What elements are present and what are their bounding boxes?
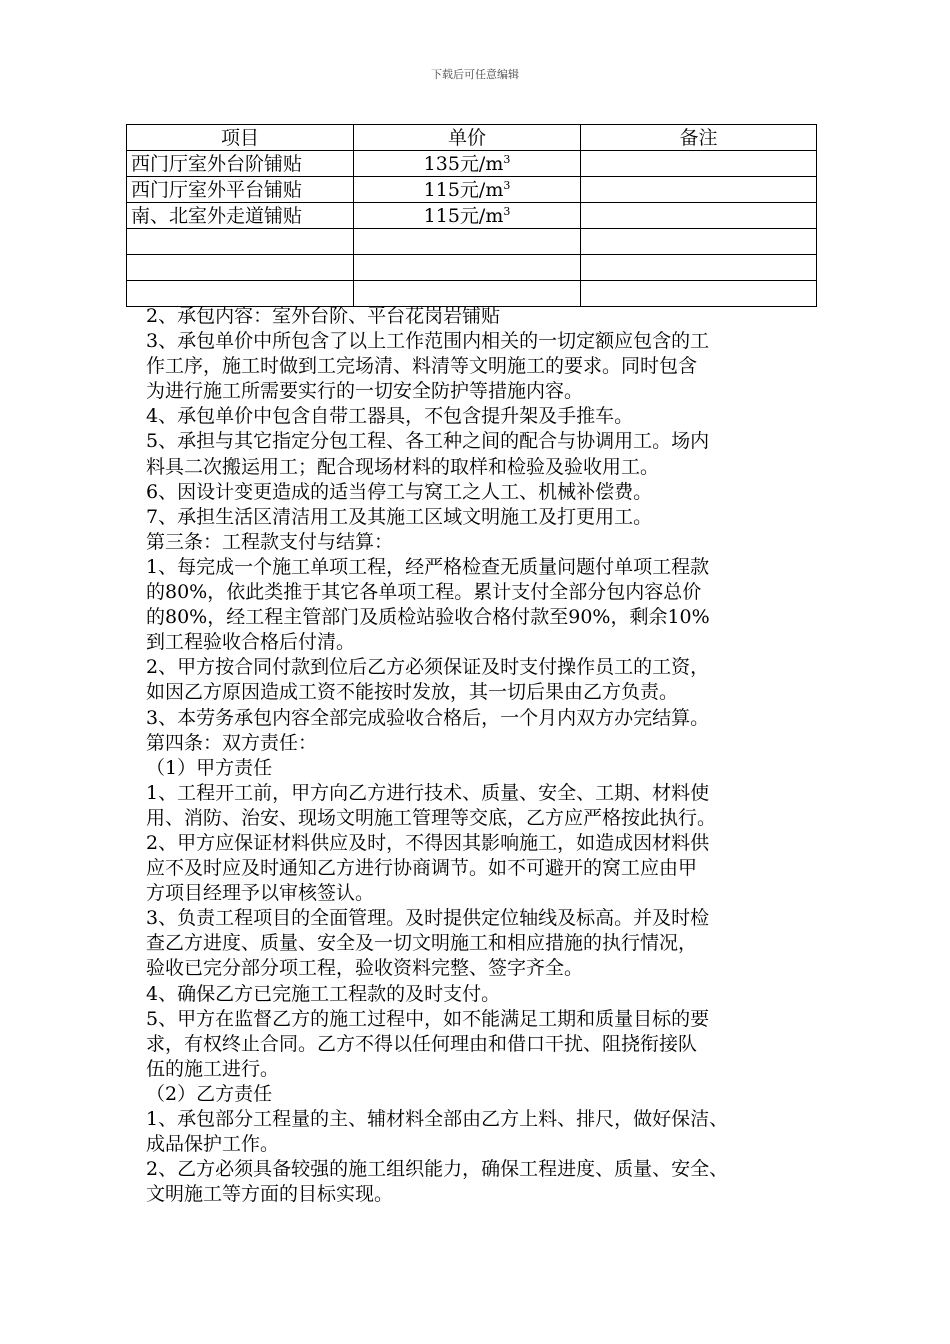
item-text: 西门厅室外台阶铺贴 bbox=[131, 152, 303, 175]
text-line: 方项目经理予以审核签认。 bbox=[146, 882, 375, 905]
item-text: 西门厅室外平台铺贴 bbox=[131, 178, 303, 201]
table-cell-note bbox=[581, 255, 817, 281]
text-line: 验收已完分部分项工程，验收资料完整、签字齐全。 bbox=[146, 957, 584, 980]
table-cell-price bbox=[354, 151, 581, 177]
table-header-price: 单价 bbox=[354, 125, 581, 151]
table-cell-price bbox=[354, 255, 581, 281]
text-line: 作工序，施工时做到工完场清、料清等文明施工的要求。同时包含 bbox=[146, 355, 698, 378]
table-header-note: 备注 bbox=[581, 125, 817, 151]
unit-exponent: 3 bbox=[503, 204, 511, 218]
table-row bbox=[127, 151, 817, 177]
text-line: 求，有权终止合同。乙方不得以任何理由和借口干扰、阻挠衔接队 bbox=[146, 1032, 698, 1055]
table-cell-note bbox=[581, 203, 817, 229]
table-cell-note bbox=[581, 281, 817, 307]
text-line: 2、乙方必须具备较强的施工组织能力，确保工程进度、质量、安全、 bbox=[146, 1158, 729, 1181]
table-row bbox=[127, 203, 817, 229]
text-line: 1、承包部分工程量的主、辅材料全部由乙方上料、排尺，做好保洁、 bbox=[146, 1108, 729, 1130]
text-line: 如因乙方原因造成工资不能按时发放，其一切后果由乙方负责。 bbox=[146, 681, 679, 704]
table-cell-note bbox=[581, 151, 817, 177]
text-line: 第三条：工程款支付与结算： bbox=[146, 530, 394, 553]
table-cell-item bbox=[127, 229, 354, 255]
text-line: 3、负责工程项目的全面管理。及时提供定位轴线及标高。并及时检 bbox=[146, 907, 710, 930]
text-line: 的80%，依此类推于其它各单项工程。累计支付全部分包内容总价 bbox=[146, 581, 702, 604]
text-line: 成品保护工作。 bbox=[146, 1133, 280, 1156]
text-line: 2、承包内容：室外台阶、平台花岗岩铺贴 bbox=[146, 305, 501, 327]
table-cell-item bbox=[127, 281, 354, 307]
text-line: 用、消防、治安、现场文明施工管理等交底，乙方应严格按此执行。 bbox=[146, 806, 717, 829]
table-cell-price bbox=[354, 229, 581, 255]
text-line: 文明施工等方面的目标实现。 bbox=[146, 1183, 394, 1206]
text-line: 3、本劳务承包内容全部完成验收合格后，一个月内双方办完结算。 bbox=[146, 706, 710, 729]
text-line: 料具二次搬运用工；配合现场材料的取样和检验及验收用工。 bbox=[146, 455, 660, 478]
text-line: 4、承包单价中包含自带工器具，不包含提升架及手推车。 bbox=[146, 405, 634, 428]
table-row bbox=[127, 229, 817, 255]
table-cell-note bbox=[581, 177, 817, 203]
text-line: 4、确保乙方已完施工工程款的及时支付。 bbox=[146, 982, 501, 1005]
text-line: 5、承担与其它指定分包工程、各工种之间的配合与协调用工。场内 bbox=[146, 430, 710, 453]
text-line: 2、甲方按合同付款到位后乙方必须保证及时支付操作员工的工资， bbox=[146, 656, 710, 679]
table-cell-price bbox=[354, 281, 581, 307]
unit-price-table bbox=[126, 124, 817, 307]
table-row bbox=[127, 281, 817, 307]
text-line: 5、甲方在监督乙方的施工过程中，如不能满足工期和质量目标的要 bbox=[146, 1007, 710, 1030]
item-text: 南、北室外走道铺贴 bbox=[131, 204, 303, 227]
text-line: 的80%，经工程主管部门及质检站验收合格付款至90%，剩余10% bbox=[146, 606, 710, 629]
table-cell-item bbox=[127, 151, 354, 177]
page-header-note: 下载后可任意编辑 bbox=[431, 68, 519, 81]
table-row bbox=[127, 255, 817, 281]
text-line: （1）甲方责任 bbox=[146, 756, 273, 779]
table-body bbox=[127, 151, 817, 307]
text-line: 2、甲方应保证材料供应及时，不得因其影响施工，如造成因材料供 bbox=[146, 831, 710, 854]
table-cell-price bbox=[354, 203, 581, 229]
contract-body-text bbox=[146, 304, 826, 1207]
table-cell-item bbox=[127, 255, 354, 281]
text-line: 1、每完成一个施工单项工程，经严格检查无质量问题付单项工程款 bbox=[146, 555, 710, 578]
text-line: 第四条：双方责任： bbox=[146, 731, 318, 754]
price-text: 115元/m bbox=[423, 178, 504, 201]
table-cell-item bbox=[127, 203, 354, 229]
price-text: 135元/m bbox=[423, 152, 504, 175]
text-line: 到工程验收合格后付清。 bbox=[146, 631, 356, 654]
text-line: 6、因设计变更造成的适当停工与窝工之人工、机械补偿费。 bbox=[146, 480, 653, 503]
text-line: 应不及时应及时通知乙方进行协商调节。如不可避开的窝工应由甲 bbox=[146, 857, 698, 880]
unit-exponent: 3 bbox=[503, 152, 511, 166]
text-line: 3、承包单价中所包含了以上工作范围内相关的一切定额应包含的工 bbox=[146, 330, 710, 353]
table-header-row bbox=[127, 125, 817, 151]
text-line: 查乙方进度、质量、安全及一切文明施工和相应措施的执行情况， bbox=[146, 932, 698, 955]
text-line: 7、承担生活区清洁用工及其施工区域文明施工及打更用工。 bbox=[146, 505, 653, 528]
text-line: 伍的施工进行。 bbox=[146, 1057, 280, 1080]
table-cell-item bbox=[127, 177, 354, 203]
text-line: 为进行施工所需要实行的一切安全防护等措施内容。 bbox=[146, 380, 584, 403]
table-cell-price bbox=[354, 177, 581, 203]
table-header-item: 项目 bbox=[127, 125, 354, 151]
table-cell-note bbox=[581, 229, 817, 255]
text-line: 1、工程开工前，甲方向乙方进行技术、质量、安全、工期、材料使 bbox=[146, 781, 710, 804]
unit-exponent: 3 bbox=[503, 178, 511, 192]
text-line: （2）乙方责任 bbox=[146, 1082, 273, 1105]
table-row bbox=[127, 177, 817, 203]
price-text: 115元/m bbox=[423, 204, 504, 227]
